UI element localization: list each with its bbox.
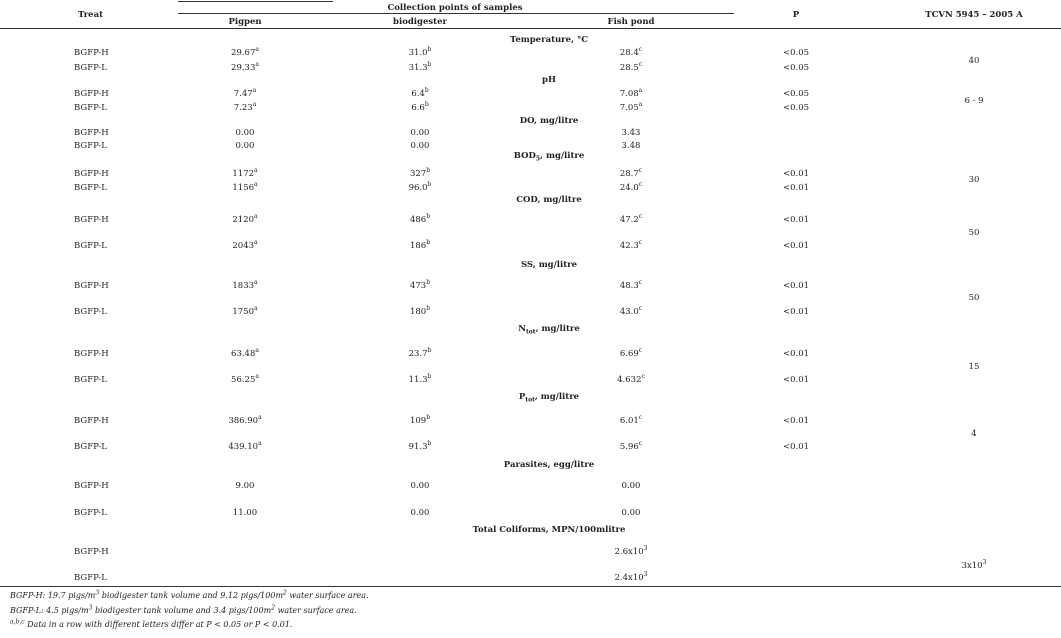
table-bottom-rule bbox=[0, 586, 1061, 587]
cell-biodigester-value: 0.00 bbox=[410, 128, 430, 138]
cell-pigpen-value: 29.33 bbox=[231, 63, 256, 73]
section-title-pre: BOD bbox=[513, 151, 536, 161]
cell-pigpen-sup: a bbox=[255, 61, 259, 69]
cell-pigpen bbox=[231, 375, 259, 385]
cell-tcvn bbox=[969, 362, 980, 372]
cell-pigpen-value: 0.00 bbox=[235, 128, 255, 138]
cell-fishpond bbox=[622, 128, 641, 138]
cell-fishpond-sup: c bbox=[638, 279, 643, 287]
cell-biodigester-value: 0.00 bbox=[410, 508, 430, 518]
cell-p: <0.01 bbox=[782, 416, 810, 426]
cell-fishpond-value: 7.05 bbox=[619, 103, 639, 113]
cell-pigpen-sup: a bbox=[254, 213, 258, 221]
cell-fishpond bbox=[620, 183, 642, 193]
cell-biodigester bbox=[411, 508, 430, 518]
cell-pigpen-sup: a bbox=[254, 181, 258, 189]
cell-fishpond bbox=[620, 416, 642, 426]
cell-fishpond-sup: a bbox=[638, 101, 643, 109]
cell-p: <0.01 bbox=[782, 442, 810, 452]
cell-p: <0.05 bbox=[782, 103, 810, 113]
cell-fishpond bbox=[620, 103, 643, 113]
cell-biodigester bbox=[411, 481, 430, 491]
cell-pigpen-sup: a bbox=[254, 239, 258, 247]
section-title-pre: N bbox=[518, 324, 526, 334]
cell-fishpond-value: 47.2 bbox=[619, 215, 639, 225]
row-treat: BGFP-H bbox=[74, 215, 109, 225]
cell-tcvn bbox=[969, 228, 980, 238]
row-treat: BGFP-L bbox=[74, 141, 107, 151]
cell-fishpond bbox=[620, 349, 642, 359]
cell-p: <0.01 bbox=[782, 281, 810, 291]
cell-biodigester-sup: b bbox=[426, 167, 431, 175]
cell-fishpond-sup: c bbox=[638, 347, 643, 355]
cell-pigpen bbox=[231, 48, 259, 58]
row-treat: BGFP-L bbox=[74, 442, 107, 452]
cell-fishpond-value: 7.08 bbox=[619, 89, 639, 99]
row-treat: BGFP-L bbox=[74, 63, 107, 73]
cell-biodigester-value: 23.7 bbox=[408, 349, 428, 359]
cell-fishpond-value: 6.01 bbox=[619, 416, 639, 426]
cell-fishpond-sup: a bbox=[638, 87, 643, 95]
footnote-l-text-b: biodigester tank volume and 3.4 pigs/100m bbox=[92, 606, 272, 615]
section-title-text: Parasites, egg/litre bbox=[503, 460, 595, 470]
cell-fishpond-value: 43.0 bbox=[619, 307, 639, 317]
cell-biodigester-value: 327 bbox=[409, 169, 427, 179]
cell-fishpond-sup: c bbox=[638, 213, 643, 221]
cell-fishpond-value: 28.4 bbox=[619, 48, 639, 58]
row-treat: BGFP-H bbox=[74, 48, 109, 58]
cell-pigpen bbox=[233, 508, 257, 518]
cell-fishpond bbox=[615, 573, 648, 583]
cell-pigpen bbox=[232, 307, 257, 317]
cell-p: <0.05 bbox=[782, 63, 810, 73]
cell-tcvn bbox=[971, 429, 976, 439]
cell-biodigester-value: 6.6 bbox=[411, 103, 425, 113]
cell-fishpond bbox=[620, 215, 642, 225]
cell-biodigester bbox=[409, 48, 432, 58]
section-title-post: , mg/litre bbox=[540, 151, 585, 161]
cell-pigpen-value: 1833 bbox=[232, 281, 255, 291]
cell-fishpond bbox=[620, 241, 642, 251]
cell-fishpond bbox=[620, 48, 642, 58]
cell-fishpond bbox=[622, 141, 641, 151]
section-title bbox=[542, 75, 556, 85]
cell-fishpond-sup: 3 bbox=[643, 571, 648, 579]
cell-tcvn bbox=[969, 293, 980, 303]
cell-tcvn bbox=[964, 96, 983, 106]
cell-biodigester-sup: b bbox=[427, 373, 432, 381]
footnote-h-text-a: BGFP-H: 19.7 pigs/m bbox=[10, 591, 96, 600]
cell-pigpen-sup: a bbox=[254, 167, 258, 175]
cell-biodigester-sup: b bbox=[426, 279, 431, 287]
cell-fishpond-value: 42.3 bbox=[619, 241, 639, 251]
cell-biodigester-value: 486 bbox=[409, 215, 427, 225]
cell-biodigester-value: 6.4 bbox=[411, 89, 425, 99]
section-title-text: DO, mg/litre bbox=[519, 116, 579, 126]
cell-pigpen-sup: a bbox=[254, 279, 258, 287]
row-treat: BGFP-H bbox=[74, 481, 109, 491]
row-treat: BGFP-L bbox=[74, 241, 107, 251]
header-treat: Treat bbox=[78, 10, 104, 20]
cell-pigpen-value: 1156 bbox=[232, 183, 255, 193]
cell-fishpond-sup: c bbox=[638, 181, 643, 189]
footnote-l-sup: 3 bbox=[88, 604, 93, 612]
header-bottom-rule bbox=[0, 28, 1061, 29]
footnote-l-text-a: BGFP-L: 4.5 pigs/m bbox=[10, 606, 89, 615]
section-title-post: , mg/litre bbox=[534, 392, 580, 402]
footnote-h-text-c: water surface area. bbox=[286, 591, 369, 600]
cell-biodigester-value: 91.3 bbox=[408, 442, 428, 452]
header-fishpond: Fish pond bbox=[607, 17, 655, 27]
cell-pigpen-sup: a bbox=[255, 347, 259, 355]
section-title bbox=[516, 195, 581, 205]
cell-p: <0.01 bbox=[782, 183, 810, 193]
cell-biodigester-sup: b bbox=[426, 213, 431, 221]
cell-pigpen-value: 63.48 bbox=[231, 349, 256, 359]
cell-biodigester bbox=[409, 183, 432, 193]
cell-pigpen-value: 11.00 bbox=[232, 508, 258, 518]
cell-biodigester-sup: b bbox=[427, 61, 432, 69]
cell-pigpen bbox=[231, 63, 259, 73]
cell-biodigester-value: 180 bbox=[409, 307, 427, 317]
cell-biodigester-value: 0.00 bbox=[410, 481, 430, 491]
cell-pigpen-sup: a bbox=[258, 440, 262, 448]
cell-pigpen bbox=[228, 416, 261, 426]
cell-biodigester-sup: b bbox=[427, 347, 432, 355]
cell-biodigester-value: 186 bbox=[409, 241, 427, 251]
cell-fishpond bbox=[620, 307, 642, 317]
footnote-l-sup2: 2 bbox=[271, 604, 276, 612]
cell-pigpen-sup: a bbox=[252, 101, 257, 109]
cell-biodigester-value: 0.00 bbox=[410, 141, 430, 151]
cell-pigpen bbox=[236, 141, 255, 151]
cell-pigpen bbox=[232, 241, 257, 251]
cell-fishpond bbox=[620, 63, 642, 73]
cell-biodigester-sup: b bbox=[427, 46, 432, 54]
cell-fishpond-value: 2.6x10 bbox=[614, 547, 644, 557]
cell-tcvn-value: 3x10 bbox=[961, 561, 983, 571]
cell-biodigester bbox=[409, 349, 432, 359]
cell-tcvn-value: 50 bbox=[968, 293, 980, 303]
cell-tcvn-value: 6 - 9 bbox=[964, 96, 984, 106]
cell-pigpen-value: 386.90 bbox=[228, 416, 259, 426]
row-treat: BGFP-L bbox=[74, 103, 107, 113]
cell-biodigester bbox=[410, 241, 430, 251]
cell-tcvn-value: 15 bbox=[968, 362, 980, 372]
cell-pigpen-value: 7.47 bbox=[233, 89, 253, 99]
cell-fishpond bbox=[615, 547, 648, 557]
cell-fishpond-value: 2.4x10 bbox=[614, 573, 644, 583]
cell-biodigester-sup: b bbox=[424, 87, 429, 95]
cell-fishpond-sup: c bbox=[638, 61, 643, 69]
footnote-abc-text: Data in a row with different letters differ at P < 0.05 or P < 0.01. bbox=[24, 620, 293, 629]
cell-fishpond-value: 3.48 bbox=[621, 141, 641, 151]
cell-biodigester-sup: b bbox=[427, 440, 432, 448]
cell-biodigester-value: 109 bbox=[409, 416, 427, 426]
cell-pigpen-value: 9.00 bbox=[235, 481, 255, 491]
footnote-h-sup2: 2 bbox=[283, 589, 287, 597]
cell-pigpen-sup: a bbox=[255, 46, 259, 54]
cell-pigpen-value: 2043 bbox=[232, 241, 255, 251]
section-title-text: COD, mg/litre bbox=[516, 195, 582, 205]
cell-p: <0.01 bbox=[782, 215, 810, 225]
cell-pigpen bbox=[231, 349, 259, 359]
cell-pigpen-sup: a bbox=[254, 305, 258, 313]
cell-fishpond-value: 4.632 bbox=[617, 375, 642, 385]
cell-fishpond bbox=[620, 169, 642, 179]
cell-fishpond-sup: c bbox=[638, 167, 643, 175]
cell-biodigester bbox=[411, 103, 428, 113]
cell-pigpen-value: 2120 bbox=[232, 215, 255, 225]
cell-fishpond-sup: 3 bbox=[643, 545, 648, 553]
cell-tcvn bbox=[969, 56, 980, 66]
cell-fishpond bbox=[617, 375, 645, 385]
cell-biodigester-sup: b bbox=[426, 305, 431, 313]
cell-biodigester bbox=[411, 141, 430, 151]
cell-pigpen bbox=[232, 281, 257, 291]
section-title-text: SS, mg/litre bbox=[520, 260, 578, 270]
cell-biodigester-value: 96.0 bbox=[408, 183, 428, 193]
cell-pigpen bbox=[234, 89, 257, 99]
footnote-h-sup: 3 bbox=[95, 589, 100, 597]
cell-fishpond-value: 28.7 bbox=[619, 169, 639, 179]
cell-p: <0.05 bbox=[782, 89, 810, 99]
row-treat: BGFP-H bbox=[74, 349, 109, 359]
cell-fishpond bbox=[622, 508, 641, 518]
cell-fishpond-value: 24.0 bbox=[619, 183, 639, 193]
header-pigpen: Pigpen bbox=[228, 17, 262, 27]
cell-biodigester bbox=[411, 128, 430, 138]
section-title-text: pH bbox=[542, 75, 556, 85]
row-treat: BGFP-L bbox=[74, 375, 107, 385]
cell-biodigester bbox=[410, 169, 430, 179]
cell-tcvn-value: 4 bbox=[971, 429, 977, 439]
cell-biodigester-sup: b bbox=[427, 181, 432, 189]
cell-fishpond-value: 5.96 bbox=[619, 442, 639, 452]
cell-tcvn-value: 40 bbox=[968, 56, 980, 66]
cell-biodigester bbox=[410, 416, 430, 426]
cell-tcvn-value: 50 bbox=[968, 228, 980, 238]
cell-fishpond-value: 6.69 bbox=[619, 349, 639, 359]
cell-pigpen-value: 7.23 bbox=[233, 103, 253, 113]
section-title bbox=[473, 525, 626, 535]
row-treat: BGFP-L bbox=[74, 508, 107, 518]
cell-tcvn-value: 30 bbox=[968, 175, 980, 185]
footnote-letters bbox=[10, 620, 292, 629]
cell-fishpond-sup: c bbox=[638, 46, 643, 54]
cell-biodigester-sup: b bbox=[426, 239, 431, 247]
row-treat: BGFP-H bbox=[74, 169, 109, 179]
cell-pigpen-value: 1750 bbox=[232, 307, 255, 317]
cell-fishpond-sup: c bbox=[638, 414, 643, 422]
section-title bbox=[504, 460, 594, 470]
footnote-abc-sup: a,b,c bbox=[10, 618, 25, 626]
cell-p: <0.05 bbox=[782, 48, 810, 58]
cell-biodigester-value: 31.3 bbox=[408, 63, 428, 73]
header-p: P bbox=[792, 10, 800, 20]
collection-rule bbox=[178, 13, 734, 14]
cell-biodigester-value: 473 bbox=[409, 281, 427, 291]
cell-fishpond bbox=[620, 442, 642, 452]
section-title-post: , mg/litre bbox=[535, 324, 580, 334]
cell-fishpond-value: 3.43 bbox=[621, 128, 641, 138]
section-title-sub: 5 bbox=[535, 155, 541, 163]
cell-biodigester bbox=[411, 89, 428, 99]
cell-pigpen-sup: a bbox=[255, 373, 259, 381]
footnote-h-text-b: biodigester tank volume and 9.12 pigs/100m bbox=[99, 591, 284, 600]
cell-pigpen bbox=[234, 103, 257, 113]
cell-biodigester bbox=[409, 442, 432, 452]
row-treat: BGFP-L bbox=[74, 573, 107, 583]
cell-biodigester-sup: b bbox=[424, 101, 429, 109]
cell-p: <0.01 bbox=[782, 241, 810, 251]
cell-p: <0.01 bbox=[782, 375, 810, 385]
row-treat: BGFP-L bbox=[74, 307, 107, 317]
cell-pigpen bbox=[232, 215, 257, 225]
cell-biodigester bbox=[409, 375, 432, 385]
section-title-text: Temperature, °C bbox=[509, 35, 589, 45]
cell-tcvn bbox=[962, 561, 987, 571]
section-title bbox=[520, 116, 579, 126]
cell-pigpen bbox=[228, 442, 261, 452]
cell-pigpen bbox=[236, 481, 255, 491]
cell-biodigester bbox=[410, 307, 430, 317]
section-title bbox=[514, 151, 585, 161]
cell-biodigester bbox=[410, 281, 430, 291]
section-title-sub: tot bbox=[525, 396, 535, 404]
cell-fishpond bbox=[622, 481, 641, 491]
cell-p: <0.01 bbox=[782, 169, 810, 179]
cell-pigpen bbox=[236, 128, 255, 138]
section-title bbox=[519, 392, 579, 402]
cell-biodigester bbox=[409, 63, 432, 73]
cell-fishpond-value: 48.3 bbox=[619, 281, 639, 291]
footnote-bgfp-h bbox=[10, 591, 369, 600]
cell-p: <0.01 bbox=[782, 307, 810, 317]
row-treat: BGFP-H bbox=[74, 281, 109, 291]
header-top-rule-left bbox=[178, 1, 333, 2]
cell-pigpen bbox=[232, 169, 257, 179]
cell-fishpond-sup: c bbox=[638, 440, 643, 448]
cell-fishpond-sup: c bbox=[638, 305, 643, 313]
cell-pigpen-value: 439.10 bbox=[228, 442, 259, 452]
cell-pigpen-value: 0.00 bbox=[235, 141, 255, 151]
cell-tcvn bbox=[969, 175, 980, 185]
cell-pigpen-sup: a bbox=[252, 87, 257, 95]
header-tcvn: TCVN 5945 – 2005 A bbox=[925, 10, 1023, 20]
cell-pigpen-value: 56.25 bbox=[231, 375, 256, 385]
row-treat: BGFP-H bbox=[74, 128, 109, 138]
cell-biodigester-value: 31.0 bbox=[408, 48, 428, 58]
cell-fishpond bbox=[620, 89, 643, 99]
row-treat: BGFP-H bbox=[74, 416, 109, 426]
cell-tcvn-sup: 3 bbox=[982, 559, 987, 567]
cell-p: <0.01 bbox=[782, 349, 810, 359]
cell-fishpond-value: 0.00 bbox=[621, 508, 641, 518]
row-treat: BGFP-H bbox=[74, 89, 109, 99]
footnote-bgfp-l bbox=[10, 606, 357, 615]
section-title-sub: tot bbox=[526, 328, 536, 336]
section-title bbox=[518, 324, 580, 334]
cell-fishpond bbox=[620, 281, 642, 291]
cell-biodigester-value: 11.3 bbox=[408, 375, 428, 385]
cell-fishpond-value: 0.00 bbox=[621, 481, 641, 491]
row-treat: BGFP-H bbox=[74, 547, 109, 557]
cell-pigpen-value: 1172 bbox=[232, 169, 255, 179]
cell-biodigester-sup: b bbox=[426, 414, 431, 422]
header-biodigester: biodigester bbox=[393, 17, 447, 27]
cell-fishpond-value: 28.5 bbox=[619, 63, 639, 73]
cell-pigpen-sup: a bbox=[258, 414, 262, 422]
cell-fishpond-sup: c bbox=[638, 239, 643, 247]
section-title-pre: P bbox=[518, 392, 526, 402]
cell-pigpen-value: 29.67 bbox=[231, 48, 256, 58]
section-title-text: Total Coliforms, MPN/100mlitre bbox=[472, 525, 626, 535]
section-title bbox=[521, 260, 577, 270]
footnote-l-text-c: water surface area. bbox=[275, 606, 357, 615]
section-title bbox=[510, 35, 588, 45]
row-treat: BGFP-L bbox=[74, 183, 107, 193]
cell-pigpen bbox=[232, 183, 257, 193]
header-collection: Collection points of samples bbox=[387, 3, 523, 13]
cell-fishpond-sup: c bbox=[641, 373, 645, 381]
cell-biodigester bbox=[410, 215, 430, 225]
